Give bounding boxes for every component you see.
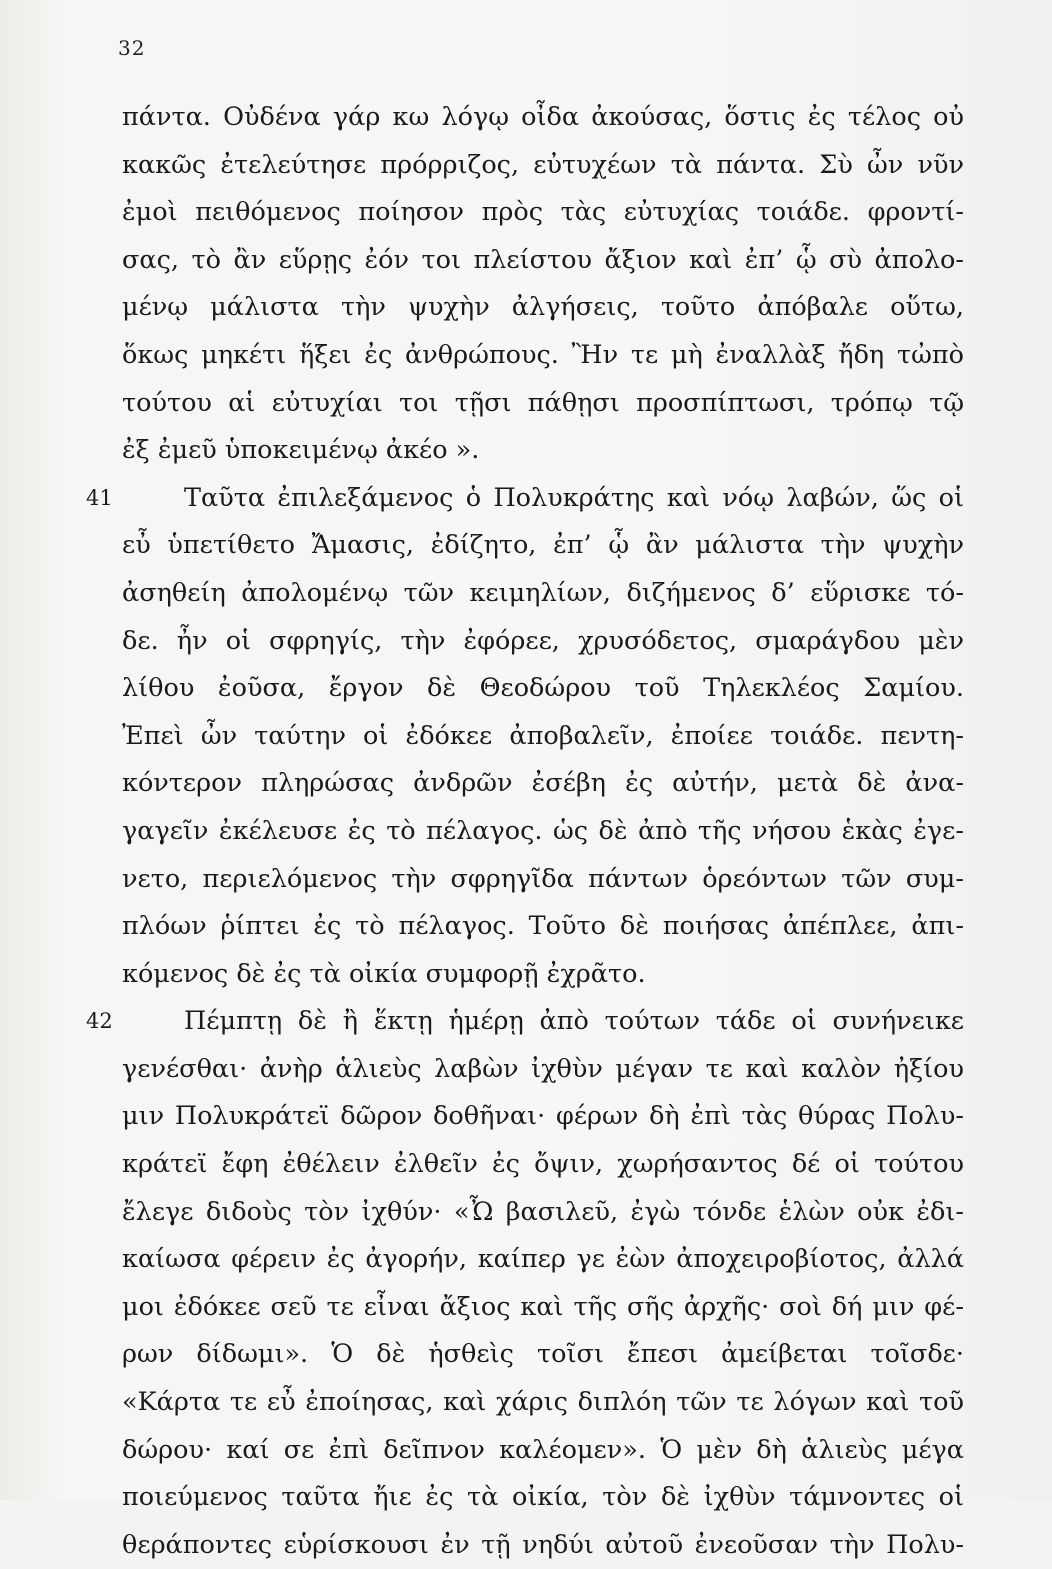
text-line xyxy=(86,475,964,523)
line-text: κακῶς ἐτελεύτησε πρόρριζος, εὐτυχέων τὰ πάντα. Σὺ ὦν νῦν xyxy=(122,149,964,180)
line-text: ὅκως μηκέτι ἥξει ἐς ἀνθρώπους. Ἢν τε μὴ ἐναλλὰξ ἤδη τὠπὸ xyxy=(122,339,964,370)
text-line xyxy=(122,427,964,475)
line-text: γαγεῖν ἐκέλευσε ἐς τὸ πέλαγος. ὡς δὲ ἀπὸ τῆς νήσου ἑκὰς ἐγε- xyxy=(122,815,964,846)
line-text: εὖ ὑπετίθετο Ἄμασις, ἐδίζητο, ἐπ’ ᾧ ἂν μάλιστα τὴν ψυχὴν xyxy=(122,530,964,561)
line-text: δε. ἦν οἱ σφρηγίς, τὴν ἐφόρεε, χρυσόδετος, σμαράγδου μὲν xyxy=(122,625,964,656)
text-line xyxy=(122,856,964,904)
line-text: μοι ἐδόκεε σεῦ τε εἶναι ἄξιος καὶ τῆς σῆς ἀρχῆς· σοὶ δή μιν φέ- xyxy=(122,1291,964,1322)
line-text: σας, τὸ ἂν εὕρῃς ἐόν τοι πλείστου ἄξιον καὶ ἐπ’ ᾧ σὺ ἀπολο- xyxy=(122,244,964,275)
line-text: καίωσα φέρειν ἐς ἀγορήν, καίπερ γε ἐὼν ἀποχειροβίοτος, ἀλλά xyxy=(122,1244,964,1275)
text-line xyxy=(86,998,964,1046)
text-line xyxy=(122,1141,964,1189)
text-line xyxy=(122,570,964,618)
text-line xyxy=(122,665,964,713)
line-text: πλόων ῥίπτει ἐς τὸ πέλαγος. Τοῦτο δὲ ποιήσας ἀπέπλεε, ἀπι- xyxy=(122,911,964,942)
text-line xyxy=(122,1427,964,1475)
line-text: μιν Πολυκράτεϊ δῶρον δοθῆναι· φέρων δὴ ἐπὶ τὰς θύρας Πολυ- xyxy=(122,1101,964,1132)
chapter-number: 41 xyxy=(86,485,113,510)
line-text: κόντερον πληρώσας ἀνδρῶν ἐσέβη ἐς αὐτήν, μετὰ δὲ ἀνα- xyxy=(122,768,964,799)
text-line xyxy=(122,1093,964,1141)
line-text: «Κάρτα τε εὖ ἐποίησας, καὶ χάρις διπλόη τῶν τε λόγων καὶ τοῦ xyxy=(122,1387,964,1418)
line-text: Ταῦτα ἐπιλεξάμενος ὁ Πολυκράτης καὶ νόῳ λαβών, ὥς οἱ xyxy=(184,482,964,513)
line-text: ἔλεγε διδοὺς τὸν ἰχθύν· «Ὦ βασιλεῦ, ἐγὼ τόνδε ἑλὼν οὐκ ἐδι- xyxy=(122,1196,964,1227)
line-text: Πέμπτῃ δὲ ἢ ἕκτῃ ἡμέρῃ ἀπὸ τούτων τάδε οἱ συνήνεικε xyxy=(184,1006,964,1037)
text-line xyxy=(122,618,964,666)
text-line xyxy=(122,903,964,951)
line-text: τούτου αἱ εὐτυχίαι τοι τῇσι πάθῃσι προσπίπτωσι, τρόπῳ τῷ xyxy=(122,387,964,418)
text-line xyxy=(122,1522,964,1569)
line-text: ρων δίδωμι». Ὁ δὲ ἡσθεὶς τοῖσι ἔπεσι ἀμείβεται τοῖσδε· xyxy=(122,1339,964,1370)
text-line xyxy=(122,713,964,761)
page-number: 32 xyxy=(118,36,146,60)
line-text: κράτεϊ ἔφη ἐθέλειν ἐλθεῖν ἐς ὄψιν, χωρήσαντος δέ οἱ τούτου xyxy=(122,1149,964,1180)
line-text: ἀσηθείη ἀπολομένῳ τῶν κειμηλίων, διζήμενος δ’ εὕρισκε τό- xyxy=(122,577,964,608)
line-text: Ἐπεὶ ὦν ταύτην οἱ ἐδόκεε ἀποβαλεῖν, ἐποίεε τοιάδε. πεντη- xyxy=(122,720,964,751)
line-text: μένῳ μάλιστα τὴν ψυχὴν ἀλγήσεις, τοῦτο ἀπόβαλε οὕτω, xyxy=(122,292,964,323)
text-line xyxy=(122,1236,964,1284)
text-line xyxy=(122,951,964,999)
text-line xyxy=(122,522,964,570)
line-text: θεράποντες εὑρίσκουσι ἐν τῇ νηδύι αὐτοῦ ἐνεοῦσαν τὴν Πολυ- xyxy=(122,1529,964,1560)
text-line xyxy=(122,760,964,808)
text-line xyxy=(122,808,964,856)
text-line xyxy=(122,142,964,190)
line-text: ἐξ ἐμεῦ ὑποκειμένῳ ἀκέο ». xyxy=(122,435,480,466)
line-text: νετο, περιελόμενος τὴν σφρηγῖδα πάντων ὁρεόντων τῶν συμ- xyxy=(122,863,964,894)
greek-text-body xyxy=(86,94,964,1569)
text-line xyxy=(122,1284,964,1332)
line-text: ἐμοὶ πειθόμενος ποίησον πρὸς τὰς εὐτυχίας τοιάδε. φροντί- xyxy=(122,197,964,228)
text-line xyxy=(122,1331,964,1379)
text-line xyxy=(122,1189,964,1237)
line-text: γενέσθαι· ἀνὴρ ἁλιεὺς λαβὼν ἰχθὺν μέγαν τε καὶ καλὸν ἠξίου xyxy=(122,1053,964,1084)
text-line xyxy=(122,380,964,428)
text-line xyxy=(122,94,964,142)
text-line xyxy=(122,332,964,380)
line-text: λίθου ἐοῦσα, ἔργον δὲ Θεοδώρου τοῦ Τηλεκλέος Σαμίου. xyxy=(122,673,964,704)
line-text: πάντα. Οὐδένα γάρ κω λόγῳ οἶδα ἀκούσας, ὅστις ἐς τέλος οὐ xyxy=(122,102,964,132)
text-line xyxy=(122,1474,964,1522)
text-line xyxy=(122,284,964,332)
line-text: κόμενος δὲ ἐς τὰ οἰκία συμφορῇ ἐχρᾶτο. xyxy=(122,958,646,989)
chapter-number: 42 xyxy=(86,1009,113,1034)
text-line xyxy=(122,189,964,237)
text-line xyxy=(122,1046,964,1094)
line-text: δώρου· καί σε ἐπὶ δεῖπνον καλέομεν». Ὁ μὲν δὴ ἁλιεὺς μέγα xyxy=(122,1434,964,1465)
text-line xyxy=(122,1379,964,1427)
text-line xyxy=(122,237,964,285)
line-text: ποιεύμενος ταῦτα ἤιε ἐς τὰ οἰκία, τὸν δὲ ἰχθὺν τάμνοντες οἱ xyxy=(122,1482,964,1513)
